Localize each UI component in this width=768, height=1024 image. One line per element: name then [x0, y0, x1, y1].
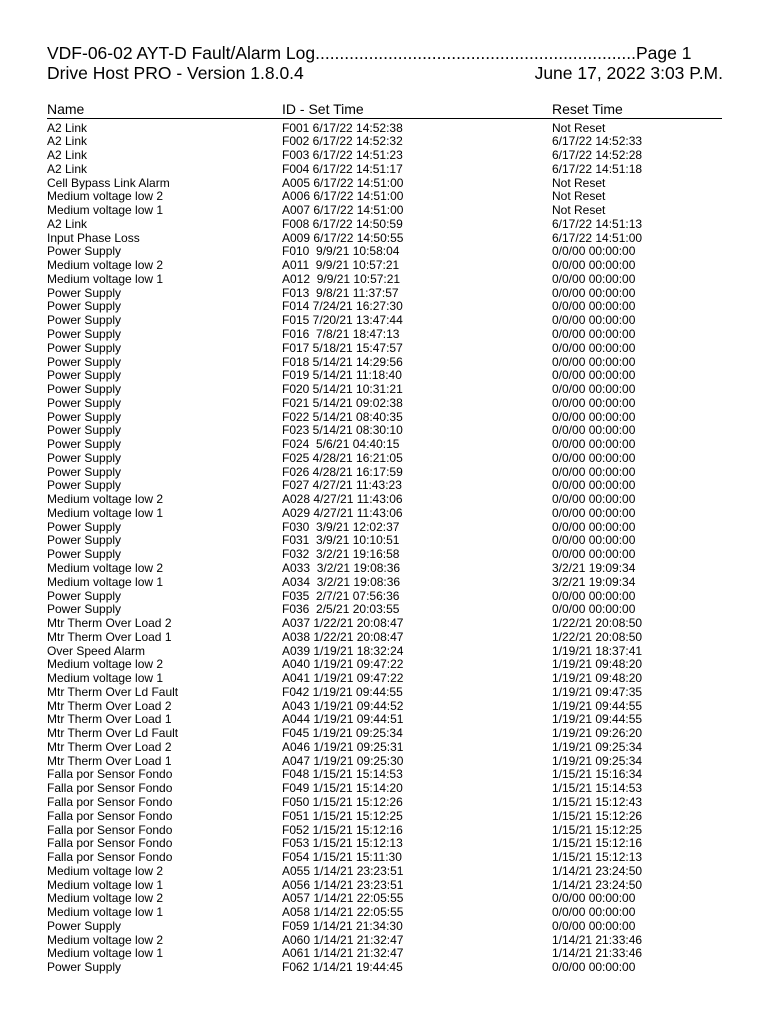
log-reset-time: 1/15/21 15:14:53 — [552, 781, 643, 796]
log-id-set-time: F032 3/2/21 19:16:58 — [282, 547, 400, 562]
log-row — [47, 782, 722, 796]
log-name: Falla por Sensor Fondo — [47, 836, 173, 851]
log-row — [47, 631, 722, 645]
log-reset-time: 0/0/00 00:00:00 — [552, 602, 636, 617]
log-name: Medium voltage low 2 — [47, 189, 164, 204]
log-name: Mtr Therm Over Load 1 — [47, 753, 172, 768]
log-name: Power Supply — [47, 478, 122, 493]
log-reset-time: 0/0/00 00:00:00 — [552, 423, 636, 438]
log-name: Power Supply — [47, 299, 122, 314]
log-id-set-time: F051 1/15/21 15:12:25 — [282, 808, 403, 823]
log-id-set-time: F021 5/14/21 09:02:38 — [282, 395, 403, 410]
log-name: Medium voltage low 1 — [47, 946, 164, 961]
log-reset-time: 0/0/00 00:00:00 — [552, 891, 636, 906]
log-reset-time: Not Reset — [552, 120, 606, 135]
log-name: Power Supply — [47, 602, 122, 617]
log-name: Mtr Therm Over Ld Fault — [47, 684, 179, 699]
log-row — [47, 177, 722, 191]
report-date: June 17, 2022 3:03 P.M. — [534, 63, 723, 83]
log-name: A2 Link — [47, 134, 88, 149]
log-reset-time: 1/19/21 09:48:20 — [552, 657, 643, 672]
log-name: Falla por Sensor Fondo — [47, 850, 173, 865]
log-name: Power Supply — [47, 382, 122, 397]
log-name: Mtr Therm Over Load 1 — [47, 712, 172, 727]
log-reset-time: Not Reset — [552, 203, 606, 218]
log-id-set-time: F020 5/14/21 10:31:21 — [282, 382, 403, 397]
log-row — [47, 356, 722, 370]
log-id-set-time: A058 1/14/21 22:05:55 — [282, 905, 404, 920]
log-name: Power Supply — [47, 423, 122, 438]
log-id-set-time: F050 1/15/21 15:12:26 — [282, 795, 403, 810]
log-reset-time: 0/0/00 00:00:00 — [552, 960, 636, 975]
log-reset-time: 1/22/21 20:08:50 — [552, 616, 643, 631]
log-reset-time: 0/0/00 00:00:00 — [552, 285, 636, 300]
log-reset-time: 1/15/21 15:12:26 — [552, 808, 643, 823]
log-name: Power Supply — [47, 326, 122, 341]
log-id-set-time: F018 5/14/21 14:29:56 — [282, 354, 403, 369]
log-row — [47, 232, 722, 246]
log-row — [47, 479, 722, 493]
log-reset-time: 6/17/22 14:52:33 — [552, 134, 643, 149]
log-id-set-time: F024 5/6/21 04:40:15 — [282, 437, 400, 452]
log-reset-time: 1/14/21 23:24:50 — [552, 877, 643, 892]
log-id-set-time: A007 6/17/22 14:51:00 — [282, 203, 404, 218]
log-row — [47, 190, 722, 204]
log-row — [47, 645, 722, 659]
log-id-set-time: F036 2/5/21 20:03:55 — [282, 602, 400, 617]
fault-log-rows — [47, 122, 722, 975]
log-reset-time: 0/0/00 00:00:00 — [552, 299, 636, 314]
log-row — [47, 920, 722, 934]
log-row — [47, 122, 722, 136]
log-row — [47, 810, 722, 824]
software-version: Drive Host PRO - Version 1.8.0.4 — [47, 63, 304, 83]
log-name: A2 Link — [47, 148, 88, 163]
log-name: Falla por Sensor Fondo — [47, 822, 173, 837]
log-id-set-time: F023 5/14/21 08:30:10 — [282, 423, 403, 438]
log-reset-time: 1/15/21 15:12:25 — [552, 822, 643, 837]
log-reset-time: 0/0/00 00:00:00 — [552, 437, 636, 452]
log-reset-time: 0/0/00 00:00:00 — [552, 244, 636, 259]
log-id-set-time: A041 1/19/21 09:47:22 — [282, 671, 404, 686]
log-id-set-time: F052 1/15/21 15:12:16 — [282, 822, 403, 837]
log-id-set-time: A039 1/19/21 18:32:24 — [282, 643, 404, 658]
log-id-set-time: F001 6/17/22 14:52:38 — [282, 120, 403, 135]
log-reset-time: Not Reset — [552, 189, 606, 204]
column-header-name: Name — [47, 101, 85, 117]
log-row — [47, 837, 722, 851]
log-id-set-time: F042 1/19/21 09:44:55 — [282, 684, 403, 699]
log-row — [47, 741, 722, 755]
log-row — [47, 617, 722, 631]
log-name: Mtr Therm Over Ld Fault — [47, 726, 179, 741]
log-reset-time: 0/0/00 00:00:00 — [552, 326, 636, 341]
log-reset-time: 3/2/21 19:09:34 — [552, 574, 636, 589]
log-reset-time: 1/19/21 09:26:20 — [552, 726, 643, 741]
log-id-set-time: F049 1/15/21 15:14:20 — [282, 781, 403, 796]
log-row — [47, 245, 722, 259]
log-row — [47, 796, 722, 810]
log-name: Power Supply — [47, 368, 122, 383]
log-reset-time: 1/22/21 20:08:50 — [552, 629, 643, 644]
log-reset-time: 1/15/21 15:12:43 — [552, 795, 643, 810]
log-name: Falla por Sensor Fondo — [47, 767, 173, 782]
log-name: Medium voltage low 2 — [47, 492, 164, 507]
log-name: Medium voltage low 1 — [47, 203, 164, 218]
log-reset-time: Not Reset — [552, 175, 606, 190]
log-name: Power Supply — [47, 960, 122, 975]
log-row — [47, 879, 722, 893]
log-id-set-time: F045 1/19/21 09:25:34 — [282, 726, 403, 741]
log-id-set-time: A037 1/22/21 20:08:47 — [282, 616, 404, 631]
log-row — [47, 768, 722, 782]
log-reset-time: 1/19/21 09:25:34 — [552, 739, 643, 754]
log-id-set-time: F062 1/14/21 19:44:45 — [282, 960, 403, 975]
log-reset-time: 0/0/00 00:00:00 — [552, 505, 636, 520]
log-reset-time: 6/17/22 14:51:00 — [552, 230, 643, 245]
log-reset-time: 0/0/00 00:00:00 — [552, 588, 636, 603]
log-row — [47, 163, 722, 177]
log-id-set-time: A033 3/2/21 19:08:36 — [282, 561, 401, 575]
log-reset-time: 1/19/21 18:37:41 — [552, 643, 643, 658]
log-id-set-time: A046 1/19/21 09:25:31 — [282, 739, 404, 754]
log-name: Power Supply — [47, 918, 122, 933]
log-row — [47, 424, 722, 438]
log-reset-time: 0/0/00 00:00:00 — [552, 313, 636, 328]
log-row — [47, 947, 722, 961]
log-name: Cell Bypass Link Alarm — [47, 175, 170, 190]
log-row — [47, 672, 722, 686]
log-reset-time: 1/19/21 09:44:55 — [552, 698, 643, 713]
log-row — [47, 411, 722, 425]
log-row — [47, 851, 722, 865]
log-name: Power Supply — [47, 519, 122, 534]
report-subtitle-line — [47, 63, 723, 83]
log-row — [47, 204, 722, 218]
log-reset-time: 0/0/00 00:00:00 — [552, 918, 636, 933]
log-name: Power Supply — [47, 437, 122, 452]
log-name: Power Supply — [47, 313, 122, 328]
log-id-set-time: F002 6/17/22 14:52:32 — [282, 134, 403, 149]
log-reset-time: 0/0/00 00:00:00 — [552, 368, 636, 383]
log-reset-time: 0/0/00 00:00:00 — [552, 519, 636, 534]
log-reset-time: 1/15/21 15:12:13 — [552, 850, 643, 865]
log-name: Medium voltage low 2 — [47, 657, 164, 672]
report-title: VDF-06-02 AYT-D Fault/Alarm Log..................................................................Page 1 — [47, 43, 692, 63]
log-row — [47, 713, 722, 727]
log-id-set-time: F048 1/15/21 15:14:53 — [282, 767, 403, 782]
log-id-set-time: F031 3/9/21 10:10:51 — [282, 533, 400, 548]
log-row — [47, 824, 722, 838]
log-name: A2 Link — [47, 216, 88, 231]
log-name: Power Supply — [47, 464, 122, 479]
log-id-set-time: F022 5/14/21 08:40:35 — [282, 409, 403, 424]
log-row — [47, 507, 722, 521]
log-row — [47, 658, 722, 672]
log-row — [47, 397, 722, 411]
log-name: Medium voltage low 2 — [47, 863, 164, 878]
log-row — [47, 383, 722, 397]
log-name: Falla por Sensor Fondo — [47, 781, 173, 796]
log-row — [47, 865, 722, 879]
log-reset-time: 0/0/00 00:00:00 — [552, 258, 636, 273]
log-row — [47, 493, 722, 507]
log-id-set-time: A060 1/14/21 21:32:47 — [282, 932, 404, 947]
log-id-set-time: F027 4/27/21 11:43:23 — [282, 478, 402, 493]
log-name: Power Supply — [47, 244, 122, 259]
log-reset-time: 0/0/00 00:00:00 — [552, 478, 636, 493]
log-row — [47, 452, 722, 466]
log-id-set-time: A057 1/14/21 22:05:55 — [282, 891, 404, 906]
log-id-set-time: F004 6/17/22 14:51:17 — [282, 161, 403, 176]
log-name: Power Supply — [47, 395, 122, 410]
log-id-set-time: F053 1/15/21 15:12:13 — [282, 836, 403, 851]
log-reset-time: 1/15/21 15:16:34 — [552, 767, 643, 782]
log-name: Power Supply — [47, 547, 122, 562]
log-id-set-time: F025 4/28/21 16:21:05 — [282, 450, 403, 465]
log-id-set-time: A061 1/14/21 21:32:47 — [282, 946, 404, 961]
log-row — [47, 755, 722, 769]
log-row — [47, 590, 722, 604]
log-row — [47, 149, 722, 163]
log-name: Mtr Therm Over Load 1 — [47, 629, 172, 644]
log-id-set-time: A005 6/17/22 14:51:00 — [282, 175, 404, 190]
log-name: Medium voltage low 1 — [47, 505, 164, 520]
log-id-set-time: A029 4/27/21 11:43:06 — [282, 505, 403, 520]
log-row — [47, 259, 722, 273]
log-row — [47, 521, 722, 535]
log-id-set-time: A044 1/19/21 09:44:51 — [282, 712, 404, 727]
log-name: A2 Link — [47, 161, 88, 176]
log-reset-time: 0/0/00 00:00:00 — [552, 395, 636, 410]
log-id-set-time: A040 1/19/21 09:47:22 — [282, 657, 404, 672]
log-id-set-time: F035 2/7/21 07:56:36 — [282, 588, 400, 603]
log-reset-time: 1/15/21 15:12:16 — [552, 836, 643, 851]
log-row — [47, 314, 722, 328]
log-reset-time: 1/19/21 09:44:55 — [552, 712, 643, 727]
log-row — [47, 934, 722, 948]
log-name: Medium voltage low 2 — [47, 891, 164, 906]
log-row — [47, 369, 722, 383]
log-id-set-time: A012 9/9/21 10:57:21 — [282, 271, 401, 286]
log-id-set-time: A011 9/9/21 10:57:21 — [282, 258, 400, 273]
report-title-line — [47, 43, 723, 63]
log-id-set-time: A034 3/2/21 19:08:36 — [282, 574, 401, 589]
log-name: Mtr Therm Over Load 2 — [47, 739, 172, 754]
log-row — [47, 562, 722, 576]
log-reset-time: 0/0/00 00:00:00 — [552, 409, 636, 424]
log-row — [47, 548, 722, 562]
log-name: Power Supply — [47, 533, 122, 548]
log-reset-time: 3/2/21 19:09:34 — [552, 561, 636, 575]
log-name: Medium voltage low 2 — [47, 932, 164, 947]
log-row — [47, 438, 722, 452]
log-id-set-time: F017 5/18/21 15:47:57 — [282, 340, 403, 355]
log-name: Input Phase Loss — [47, 230, 140, 245]
log-name: Medium voltage low 1 — [47, 574, 164, 589]
log-reset-time: 1/19/21 09:47:35 — [552, 684, 643, 699]
column-header-reset-time: Reset Time — [552, 101, 623, 117]
log-name: Mtr Therm Over Load 2 — [47, 698, 172, 713]
log-id-set-time: F015 7/20/21 13:47:44 — [282, 313, 403, 328]
log-id-set-time: F003 6/17/22 14:51:23 — [282, 148, 403, 163]
log-id-set-time: A009 6/17/22 14:50:55 — [282, 230, 404, 245]
log-row — [47, 892, 722, 906]
log-name: Medium voltage low 1 — [47, 877, 164, 892]
log-row — [47, 576, 722, 590]
log-reset-time: 0/0/00 00:00:00 — [552, 547, 636, 562]
log-row — [47, 135, 722, 149]
log-row — [47, 218, 722, 232]
log-row — [47, 273, 722, 287]
log-reset-time: 0/0/00 00:00:00 — [552, 271, 636, 286]
log-row — [47, 961, 722, 975]
log-reset-time: 0/0/00 00:00:00 — [552, 533, 636, 548]
log-id-set-time: A028 4/27/21 11:43:06 — [282, 492, 403, 507]
log-id-set-time: F019 5/14/21 11:18:40 — [282, 368, 402, 383]
log-id-set-time: A006 6/17/22 14:51:00 — [282, 189, 404, 204]
log-name: Medium voltage low 1 — [47, 671, 164, 686]
log-row — [47, 727, 722, 741]
log-reset-time: 0/0/00 00:00:00 — [552, 354, 636, 369]
log-name: Power Supply — [47, 285, 122, 300]
log-reset-time: 0/0/00 00:00:00 — [552, 905, 636, 920]
log-reset-time: 1/19/21 09:25:34 — [552, 753, 643, 768]
log-row — [47, 287, 722, 301]
column-header-id-set-time: ID - Set Time — [282, 101, 364, 117]
log-name: Falla por Sensor Fondo — [47, 808, 173, 823]
log-name: Power Supply — [47, 409, 122, 424]
log-name: Power Supply — [47, 588, 122, 603]
log-row — [47, 906, 722, 920]
log-id-set-time: F054 1/15/21 15:11:30 — [282, 850, 402, 865]
log-id-set-time: F013 9/8/21 11:37:57 — [282, 285, 399, 300]
log-name: Power Supply — [47, 354, 122, 369]
log-reset-time: 1/14/21 21:33:46 — [552, 932, 643, 947]
log-row — [47, 686, 722, 700]
log-id-set-time: A056 1/14/21 23:23:51 — [282, 877, 404, 892]
log-reset-time: 1/19/21 09:48:20 — [552, 671, 643, 686]
log-reset-time: 0/0/00 00:00:00 — [552, 464, 636, 479]
log-name: Power Supply — [47, 340, 122, 355]
log-name: Medium voltage low 1 — [47, 271, 164, 286]
log-id-set-time: F010 9/9/21 10:58:04 — [282, 244, 400, 259]
log-reset-time: 6/17/22 14:51:18 — [552, 161, 643, 176]
log-row — [47, 603, 722, 617]
log-id-set-time: A055 1/14/21 23:23:51 — [282, 863, 404, 878]
log-id-set-time: F026 4/28/21 16:17:59 — [282, 464, 403, 479]
log-name: Mtr Therm Over Load 2 — [47, 616, 172, 631]
log-id-set-time: F030 3/9/21 12:02:37 — [282, 519, 400, 534]
log-id-set-time: A043 1/19/21 09:44:52 — [282, 698, 404, 713]
log-row — [47, 342, 722, 356]
log-name: Medium voltage low 1 — [47, 905, 164, 920]
log-reset-time: 6/17/22 14:52:28 — [552, 148, 643, 163]
log-reset-time: 6/17/22 14:51:13 — [552, 216, 643, 231]
log-name: Over Speed Alarm — [47, 643, 146, 658]
log-reset-time: 0/0/00 00:00:00 — [552, 450, 636, 465]
log-reset-time: 0/0/00 00:00:00 — [552, 340, 636, 355]
log-row — [47, 328, 722, 342]
log-name: A2 Link — [47, 120, 88, 135]
log-reset-time: 1/14/21 21:33:46 — [552, 946, 643, 961]
log-name: Medium voltage low 2 — [47, 561, 164, 575]
log-reset-time: 0/0/00 00:00:00 — [552, 382, 636, 397]
column-headers — [47, 100, 722, 119]
log-id-set-time: F008 6/17/22 14:50:59 — [282, 216, 403, 231]
log-name: Falla por Sensor Fondo — [47, 795, 173, 810]
log-row — [47, 466, 722, 480]
log-id-set-time: F016 7/8/21 18:47:13 — [282, 326, 400, 341]
log-id-set-time: F059 1/14/21 21:34:30 — [282, 918, 403, 933]
log-row — [47, 300, 722, 314]
log-id-set-time: A047 1/19/21 09:25:30 — [282, 753, 404, 768]
log-reset-time: 1/14/21 23:24:50 — [552, 863, 643, 878]
log-name: Power Supply — [47, 450, 122, 465]
log-name: Medium voltage low 2 — [47, 258, 164, 273]
log-id-set-time: A038 1/22/21 20:08:47 — [282, 629, 404, 644]
log-row — [47, 700, 722, 714]
log-id-set-time: F014 7/24/21 16:27:30 — [282, 299, 403, 314]
log-row — [47, 534, 722, 548]
log-reset-time: 0/0/00 00:00:00 — [552, 492, 636, 507]
